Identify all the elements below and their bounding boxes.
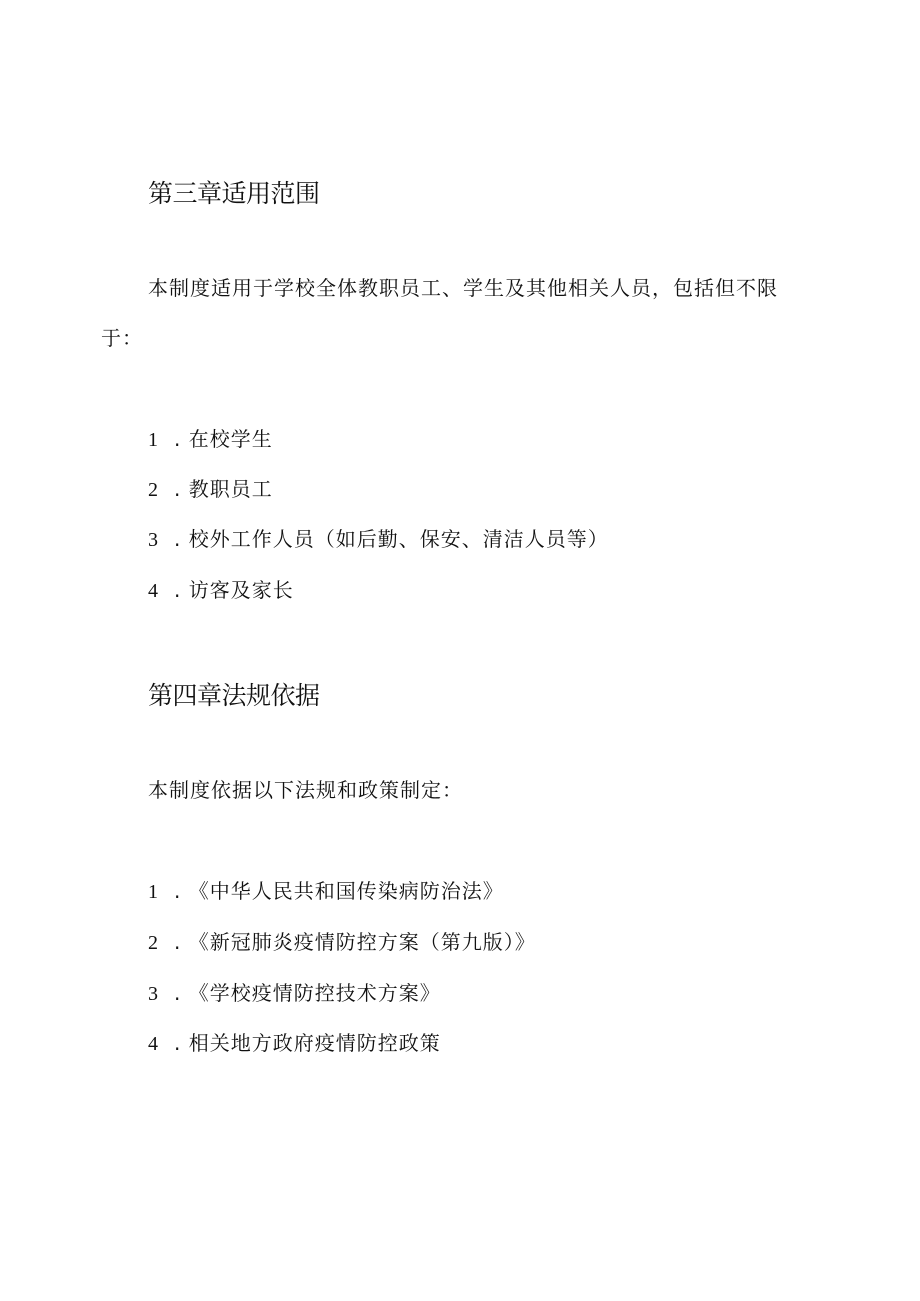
chapter3-intro-line1: 本制度适用于学校全体教职员工、学生及其他相关人员，包括但不限 bbox=[148, 276, 778, 300]
chapter3-list-item bbox=[148, 425, 273, 454]
list-item-number: 4 bbox=[148, 1033, 158, 1055]
list-item-number: 2 bbox=[148, 479, 158, 501]
list-item-text: . 《新冠肺炎疫情防控方案（第九版）》 bbox=[174, 930, 536, 954]
chapter4-list-item bbox=[148, 1029, 441, 1058]
list-item-text: . 校外工作人员（如后勤、保安、清洁人员等） bbox=[174, 527, 609, 551]
chapter3-intro-line2: 于： bbox=[101, 326, 143, 350]
chapter4-intro: 本制度依据以下法规和政策制定： bbox=[148, 778, 463, 802]
list-item-text: . 相关地方政府疫情防控政策 bbox=[174, 1031, 441, 1055]
list-item-text: . 《中华人民共和国传染病防治法》 bbox=[174, 879, 504, 903]
list-item-text: . 在校学生 bbox=[174, 427, 273, 451]
list-item-number: 4 bbox=[148, 580, 158, 602]
chapter4-title: 第四章法规依据 bbox=[148, 681, 320, 710]
list-item-number: 2 bbox=[148, 932, 158, 954]
chapter4-list-item bbox=[148, 877, 504, 906]
list-item-number: 1 bbox=[148, 429, 158, 451]
chapter3-list-item bbox=[148, 576, 294, 605]
chapter4-list-item bbox=[148, 979, 441, 1008]
list-item-text: . 《学校疫情防控技术方案》 bbox=[174, 981, 441, 1005]
list-item-text: . 访客及家长 bbox=[174, 578, 294, 602]
chapter3-list-item bbox=[148, 475, 273, 504]
chapter4-list-item bbox=[148, 928, 536, 957]
list-item-number: 3 bbox=[148, 983, 158, 1005]
list-item-text: . 教职员工 bbox=[174, 477, 273, 501]
chapter3-list-item bbox=[148, 525, 609, 554]
chapter3-title: 第三章适用范围 bbox=[148, 179, 320, 208]
list-item-number: 3 bbox=[148, 529, 158, 551]
list-item-number: 1 bbox=[148, 881, 158, 903]
